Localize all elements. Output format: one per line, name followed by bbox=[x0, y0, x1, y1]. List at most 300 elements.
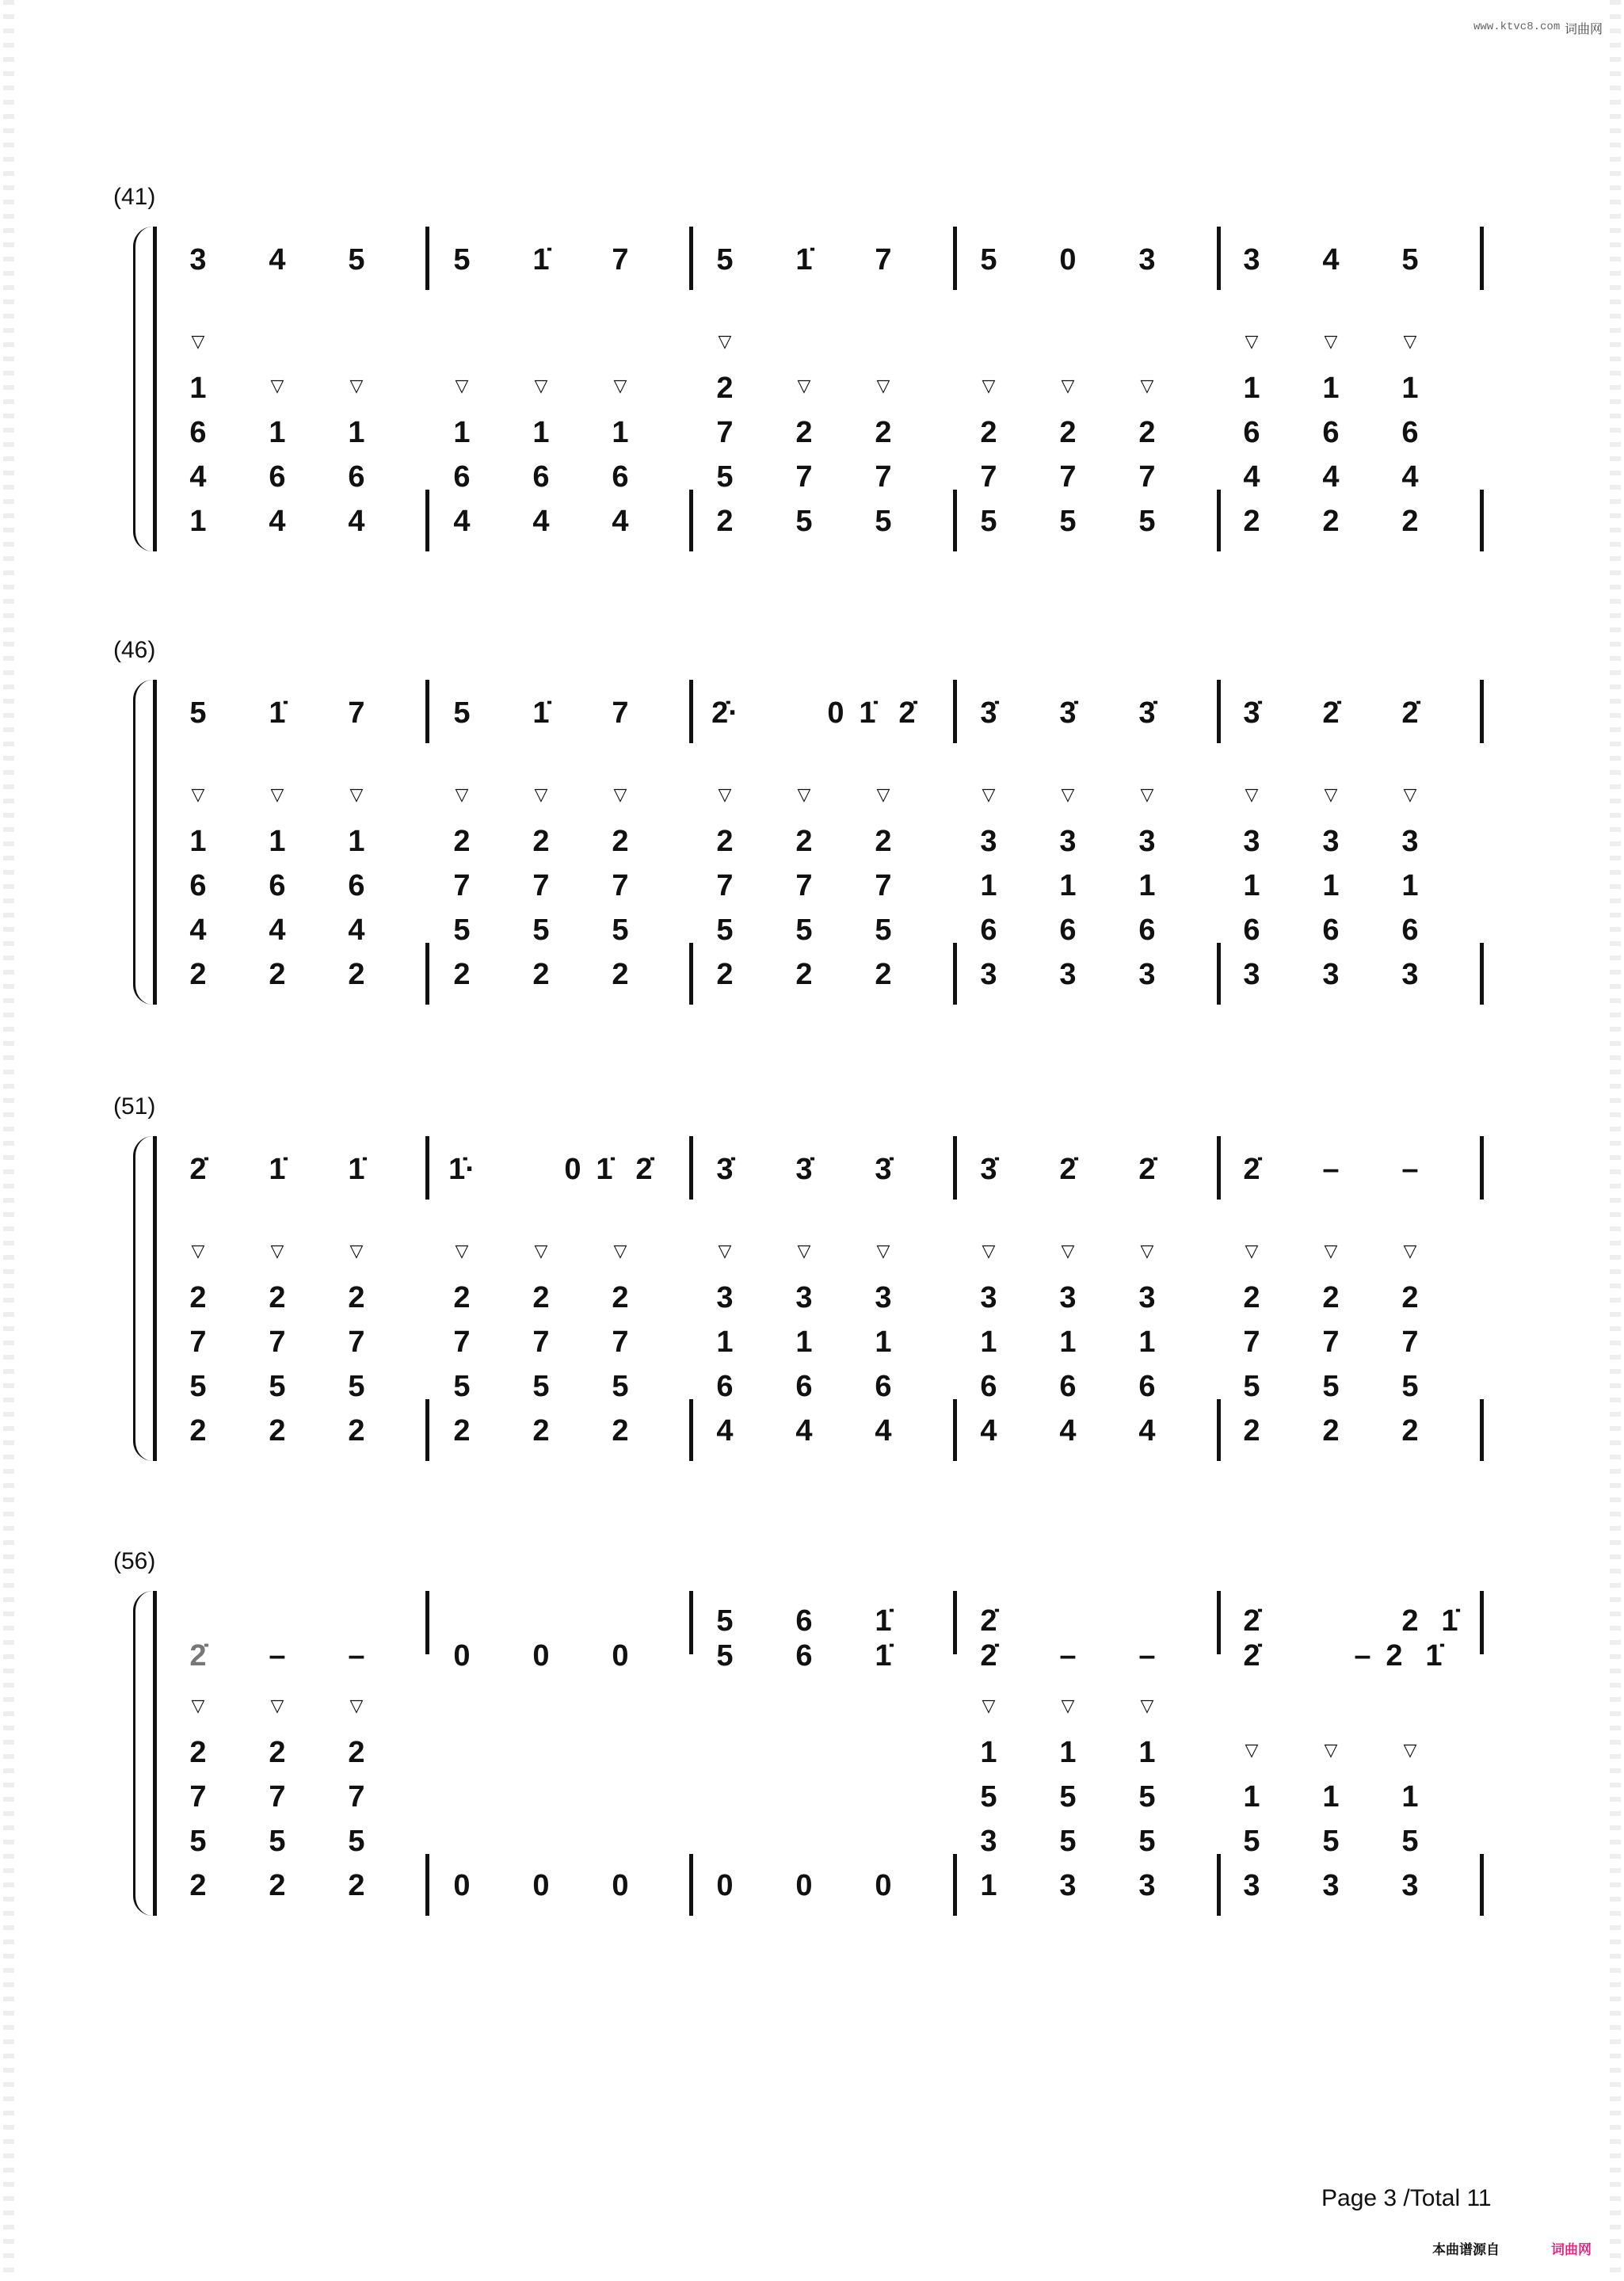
melody-note: 6 bbox=[795, 1639, 813, 1673]
bass-barline bbox=[689, 1854, 693, 1916]
chord-note: 7 bbox=[348, 1780, 365, 1814]
accent-mark: ▽ bbox=[191, 331, 205, 351]
chord-note: 7 bbox=[612, 1325, 629, 1359]
melody-note: 4 bbox=[269, 243, 286, 277]
chord-note: 6 bbox=[980, 914, 997, 947]
chord-note: 7 bbox=[875, 460, 892, 494]
bass-barline bbox=[689, 1399, 693, 1461]
chord-note: 5 bbox=[1401, 1370, 1419, 1403]
melody-note: – bbox=[1354, 1639, 1371, 1673]
melody-note: 5 bbox=[453, 243, 471, 277]
bass-barline bbox=[953, 1399, 957, 1461]
melody-barline bbox=[953, 1136, 957, 1200]
chord-note: 1 bbox=[1243, 869, 1260, 902]
chord-note: 2 bbox=[716, 505, 734, 538]
melody-note: – bbox=[269, 1639, 286, 1673]
bass-rest: 0 bbox=[716, 1869, 734, 1902]
chord-note: 2 bbox=[269, 1414, 286, 1448]
accent-mark: ▽ bbox=[982, 1241, 996, 1261]
chord-note: 1 bbox=[1401, 1780, 1419, 1814]
chord-note: 7 bbox=[269, 1325, 286, 1359]
accent-mark: ▽ bbox=[1140, 1695, 1154, 1715]
chord-note: 1 bbox=[269, 825, 286, 858]
melody-upper-note: 5 bbox=[716, 1604, 734, 1638]
melody-barline bbox=[953, 227, 957, 290]
chord-note: 2 bbox=[269, 1281, 286, 1314]
chord-note: 4 bbox=[1243, 460, 1260, 494]
chord-note: 5 bbox=[532, 1370, 550, 1403]
chord-note: 5 bbox=[269, 1825, 286, 1858]
melody-note: 3 bbox=[1138, 243, 1156, 277]
accent-mark: ▽ bbox=[1245, 331, 1259, 351]
chord-note: 4 bbox=[795, 1414, 813, 1448]
melody-note: – bbox=[1059, 1639, 1077, 1673]
chord-note: 2 bbox=[1401, 1414, 1419, 1448]
melody-note: 2̇ bbox=[1059, 1153, 1077, 1186]
chord-note: 7 bbox=[795, 869, 813, 902]
melody-note: 0 bbox=[1059, 243, 1077, 277]
chord-note: 5 bbox=[189, 1370, 207, 1403]
chord-note: 5 bbox=[612, 1370, 629, 1403]
bass-barline bbox=[953, 1854, 957, 1916]
bass-barline bbox=[153, 490, 157, 551]
chord-note: 2 bbox=[189, 1414, 207, 1448]
chord-note: 5 bbox=[269, 1370, 286, 1403]
chord-note: 1 bbox=[189, 505, 207, 538]
chord-note: 5 bbox=[875, 505, 892, 538]
chord-note: 5 bbox=[348, 1825, 365, 1858]
melody-note: 5 bbox=[348, 243, 365, 277]
chord-note: 2 bbox=[453, 1281, 471, 1314]
accent-mark: ▽ bbox=[1403, 331, 1417, 351]
accent-mark: ▽ bbox=[876, 784, 890, 804]
chord-note: 6 bbox=[795, 1370, 813, 1403]
chord-note: 1 bbox=[980, 869, 997, 902]
chord-note: 2 bbox=[189, 1281, 207, 1314]
chord-note: 6 bbox=[532, 460, 550, 494]
melody-note: 2̇ bbox=[1243, 1153, 1260, 1186]
accent-mark: ▽ bbox=[876, 1241, 890, 1261]
melody-note: 2̇ bbox=[980, 1639, 997, 1673]
chord-note: 6 bbox=[269, 869, 286, 902]
chord-note: 1 bbox=[269, 416, 286, 449]
chord-note: 6 bbox=[1059, 1370, 1077, 1403]
chord-note: 5 bbox=[532, 914, 550, 947]
chord-note: 2 bbox=[269, 1869, 286, 1902]
bass-barline bbox=[953, 490, 957, 551]
chord-note: 1 bbox=[980, 1325, 997, 1359]
chord-note: 6 bbox=[348, 869, 365, 902]
accent-mark: ▽ bbox=[982, 784, 996, 804]
accent-mark: ▽ bbox=[455, 1241, 469, 1261]
chord-note: 2 bbox=[612, 1414, 629, 1448]
accent-mark: ▽ bbox=[1061, 1695, 1075, 1715]
melody-note: 1̇ bbox=[269, 696, 286, 730]
chord-note: 6 bbox=[1401, 914, 1419, 947]
chord-note: 3 bbox=[980, 958, 997, 991]
chord-note: 2 bbox=[269, 958, 286, 991]
chord-note: 3 bbox=[1059, 958, 1077, 991]
accent-mark: ▽ bbox=[797, 784, 811, 804]
accent-mark: ▽ bbox=[349, 1241, 364, 1261]
chord-note: 2 bbox=[532, 825, 550, 858]
chord-note: 1 bbox=[1059, 1325, 1077, 1359]
melody-note: 5 bbox=[189, 696, 207, 730]
chord-note: 3 bbox=[1322, 958, 1340, 991]
header-site: www.ktvc8.com bbox=[1473, 21, 1561, 33]
chord-note: 2 bbox=[269, 1736, 286, 1769]
accent-mark: ▽ bbox=[1403, 784, 1417, 804]
accent-mark: ▽ bbox=[455, 376, 469, 395]
source-brand: 词曲网 bbox=[1551, 2242, 1592, 2257]
chord-note: 3 bbox=[1138, 958, 1156, 991]
accent-mark: ▽ bbox=[1061, 784, 1075, 804]
chord-note: 2 bbox=[453, 958, 471, 991]
bass-rest: 0 bbox=[453, 1869, 471, 1902]
melody-note: 2̇ bbox=[898, 696, 916, 730]
melody-note: 0 bbox=[827, 696, 844, 730]
chord-note: 3 bbox=[1322, 1869, 1340, 1902]
chord-note: 1 bbox=[1322, 372, 1340, 405]
chord-note: 3 bbox=[1138, 825, 1156, 858]
melody-upper-note: 6 bbox=[795, 1604, 813, 1638]
chord-note: 5 bbox=[612, 914, 629, 947]
chord-note: 5 bbox=[980, 1780, 997, 1814]
accent-mark: ▽ bbox=[718, 331, 732, 351]
melody-note: 3̇ bbox=[1138, 696, 1156, 730]
chord-note: 3 bbox=[980, 1825, 997, 1858]
chord-note: 3 bbox=[1401, 825, 1419, 858]
chord-note: 2 bbox=[1401, 505, 1419, 538]
bass-barline bbox=[153, 943, 157, 1005]
bass-rest: 0 bbox=[795, 1869, 813, 1902]
chord-note: 6 bbox=[453, 460, 471, 494]
chord-note: 2 bbox=[348, 1736, 365, 1769]
accent-mark: ▽ bbox=[270, 376, 284, 395]
melody-note: 0 bbox=[532, 1639, 550, 1673]
melody-note: 2 bbox=[1386, 1639, 1403, 1673]
chord-note: 4 bbox=[348, 914, 365, 947]
chord-note: 4 bbox=[1059, 1414, 1077, 1448]
melody-note: 1̇ bbox=[348, 1153, 365, 1186]
chord-note: 6 bbox=[348, 460, 365, 494]
chord-note: 3 bbox=[1401, 1869, 1419, 1902]
chord-note: 7 bbox=[1322, 1325, 1340, 1359]
chord-note: 2 bbox=[348, 1414, 365, 1448]
page-number: Page 3 /Total 11 bbox=[1321, 2185, 1492, 2211]
melody-note: 0 bbox=[612, 1639, 629, 1673]
melody-upper-note: 2 bbox=[1401, 1604, 1419, 1638]
chord-note: 2 bbox=[453, 825, 471, 858]
melody-note: 5 bbox=[980, 243, 997, 277]
chord-note: 7 bbox=[453, 869, 471, 902]
accent-mark: ▽ bbox=[982, 1695, 996, 1715]
chord-note: 4 bbox=[189, 914, 207, 947]
accent-mark: ▽ bbox=[982, 376, 996, 395]
chord-note: 6 bbox=[716, 1370, 734, 1403]
chord-note: 6 bbox=[1243, 914, 1260, 947]
measure-number: (41) bbox=[113, 184, 156, 210]
melody-note: 3̇ bbox=[980, 1153, 997, 1186]
accent-mark: ▽ bbox=[1140, 784, 1154, 804]
chord-note: 5 bbox=[1059, 1825, 1077, 1858]
chord-note: 7 bbox=[189, 1780, 207, 1814]
source-label: 本曲谱源自 bbox=[1432, 2242, 1500, 2257]
chord-note: 2 bbox=[795, 958, 813, 991]
chord-note: 3 bbox=[1138, 1869, 1156, 1902]
accent-mark: ▽ bbox=[534, 1241, 548, 1261]
melody-upper-note: 1̇ bbox=[1441, 1604, 1458, 1638]
melody-note: 1̇ bbox=[1425, 1639, 1443, 1673]
chord-note: 1 bbox=[875, 1325, 892, 1359]
chord-note: 1 bbox=[795, 1325, 813, 1359]
bass-barline bbox=[425, 1854, 429, 1916]
melody-note: 1̇ bbox=[596, 1153, 613, 1186]
bass-rest: 0 bbox=[532, 1869, 550, 1902]
chord-note: 2 bbox=[1401, 1281, 1419, 1314]
chord-note: 4 bbox=[1401, 460, 1419, 494]
chord-note: 5 bbox=[980, 505, 997, 538]
melody-note: 3̇ bbox=[875, 1153, 892, 1186]
accent-mark: ▽ bbox=[1061, 1241, 1075, 1261]
melody-note: 7 bbox=[612, 696, 629, 730]
chord-note: 7 bbox=[795, 460, 813, 494]
chord-note: 5 bbox=[453, 914, 471, 947]
chord-note: 5 bbox=[1243, 1825, 1260, 1858]
accent-mark: ▽ bbox=[1245, 1241, 1259, 1261]
chord-note: 2 bbox=[189, 958, 207, 991]
melody-note: 2̇ bbox=[189, 1639, 207, 1673]
chord-note: 4 bbox=[189, 460, 207, 494]
melody-note: 2̇ bbox=[1322, 696, 1340, 730]
chord-note: 2 bbox=[532, 1414, 550, 1448]
chord-note: 2 bbox=[980, 416, 997, 449]
chord-note: 5 bbox=[716, 914, 734, 947]
chord-note: 2 bbox=[532, 958, 550, 991]
chord-note: 1 bbox=[980, 1869, 997, 1902]
accent-mark: ▽ bbox=[534, 784, 548, 804]
chord-note: 2 bbox=[612, 825, 629, 858]
melody-upper-note: 2̇ bbox=[1243, 1604, 1260, 1638]
chord-note: 2 bbox=[189, 1869, 207, 1902]
chord-note: 2 bbox=[1243, 1281, 1260, 1314]
bass-barline bbox=[689, 943, 693, 1005]
accent-mark: ▽ bbox=[1324, 331, 1338, 351]
chord-note: 7 bbox=[1059, 460, 1077, 494]
accent-mark: ▽ bbox=[270, 784, 284, 804]
chord-note: 3 bbox=[1243, 825, 1260, 858]
chord-note: 3 bbox=[875, 1281, 892, 1314]
chord-note: 4 bbox=[1322, 460, 1340, 494]
bass-barline bbox=[1480, 490, 1484, 551]
melody-note: – bbox=[1138, 1639, 1156, 1673]
chord-note: 5 bbox=[875, 914, 892, 947]
melody-note: 2̇ bbox=[635, 1153, 653, 1186]
chord-note: 3 bbox=[1059, 1869, 1077, 1902]
chord-note: 2 bbox=[189, 1736, 207, 1769]
accent-mark: ▽ bbox=[349, 376, 364, 395]
bass-barline bbox=[1480, 1854, 1484, 1916]
accent-mark: ▽ bbox=[797, 1241, 811, 1261]
system-brace bbox=[133, 1591, 153, 1916]
melody-barline bbox=[425, 1136, 429, 1200]
melody-barline bbox=[425, 1591, 429, 1654]
chord-note: 1 bbox=[189, 372, 207, 405]
chord-note: 1 bbox=[1243, 372, 1260, 405]
chord-note: 1 bbox=[1322, 1780, 1340, 1814]
chord-note: 7 bbox=[1138, 460, 1156, 494]
measure-number: (51) bbox=[113, 1093, 156, 1120]
accent-mark: ▽ bbox=[1324, 1241, 1338, 1261]
chord-note: 4 bbox=[1138, 1414, 1156, 1448]
melody-note: 3 bbox=[189, 243, 207, 277]
chord-note: 5 bbox=[1243, 1370, 1260, 1403]
chord-note: 3 bbox=[1401, 958, 1419, 991]
chord-note: 1 bbox=[1059, 869, 1077, 902]
melody-note: 5 bbox=[1401, 243, 1419, 277]
chord-note: 4 bbox=[612, 505, 629, 538]
accent-mark: ▽ bbox=[191, 1241, 205, 1261]
melody-note: 1̇ bbox=[532, 696, 550, 730]
chord-note: 7 bbox=[1401, 1325, 1419, 1359]
accent-mark: ▽ bbox=[270, 1695, 284, 1715]
chord-note: 7 bbox=[980, 460, 997, 494]
chord-note: 7 bbox=[189, 1325, 207, 1359]
chord-note: 5 bbox=[1059, 505, 1077, 538]
accent-mark: ▽ bbox=[613, 376, 627, 395]
chord-note: 2 bbox=[612, 1281, 629, 1314]
bass-barline bbox=[1217, 490, 1221, 551]
chord-note: 3 bbox=[1059, 1281, 1077, 1314]
chord-note: 6 bbox=[269, 460, 286, 494]
accent-mark: ▽ bbox=[876, 376, 890, 395]
chord-note: 2 bbox=[716, 372, 734, 405]
melody-note: 0 bbox=[564, 1153, 581, 1186]
melody-barline bbox=[953, 680, 957, 743]
bass-barline bbox=[1217, 1854, 1221, 1916]
melody-note: 3̇ bbox=[980, 696, 997, 730]
bass-barline bbox=[1480, 943, 1484, 1005]
chord-note: 5 bbox=[453, 1370, 471, 1403]
accent-mark: ▽ bbox=[191, 1695, 205, 1715]
system-brace bbox=[133, 1136, 153, 1461]
melody-note: 7 bbox=[612, 243, 629, 277]
bass-barline bbox=[425, 1399, 429, 1461]
melody-note: 1̇ bbox=[875, 1639, 892, 1673]
chord-note: 7 bbox=[532, 1325, 550, 1359]
chord-note: 5 bbox=[1322, 1370, 1340, 1403]
melody-barline bbox=[689, 1136, 693, 1200]
chord-note: 6 bbox=[612, 460, 629, 494]
chord-note: 1 bbox=[348, 416, 365, 449]
chord-note: 1 bbox=[348, 825, 365, 858]
chord-note: 4 bbox=[269, 505, 286, 538]
measure-number: (56) bbox=[113, 1548, 156, 1574]
chord-note: 5 bbox=[348, 1370, 365, 1403]
chord-note: 4 bbox=[875, 1414, 892, 1448]
chord-note: 7 bbox=[348, 1325, 365, 1359]
chord-note: 3 bbox=[1059, 825, 1077, 858]
chord-note: 5 bbox=[795, 505, 813, 538]
melody-barline bbox=[1217, 1591, 1221, 1654]
melody-note: 5 bbox=[453, 696, 471, 730]
melody-barline bbox=[1217, 680, 1221, 743]
melody-barline bbox=[689, 227, 693, 290]
melody-note: 2̇ bbox=[1243, 1639, 1260, 1673]
chord-note: 2 bbox=[875, 416, 892, 449]
chord-note: 4 bbox=[348, 505, 365, 538]
melody-note: 1̇ bbox=[269, 1153, 286, 1186]
melody-note: 2̇ bbox=[1138, 1153, 1156, 1186]
chord-note: 1 bbox=[716, 1325, 734, 1359]
chord-note: 6 bbox=[1138, 914, 1156, 947]
chord-note: 2 bbox=[716, 958, 734, 991]
chord-note: 7 bbox=[532, 869, 550, 902]
chord-note: 7 bbox=[1243, 1325, 1260, 1359]
melody-barline bbox=[1480, 1136, 1484, 1200]
accent-mark: ▽ bbox=[1061, 376, 1075, 395]
melody-barline bbox=[689, 680, 693, 743]
left-edge-watermark bbox=[3, 0, 14, 2281]
accent-mark: ▽ bbox=[1403, 1241, 1417, 1261]
melody-barline bbox=[689, 1591, 693, 1654]
chord-note: 5 bbox=[1322, 1825, 1340, 1858]
bass-rest: 0 bbox=[612, 1869, 629, 1902]
chord-note: 2 bbox=[716, 825, 734, 858]
melody-upper-note: 1̇ bbox=[875, 1604, 892, 1638]
accent-mark: ▽ bbox=[270, 1241, 284, 1261]
chord-note: 7 bbox=[875, 869, 892, 902]
chord-note: 1 bbox=[1322, 869, 1340, 902]
chord-note: 2 bbox=[875, 958, 892, 991]
system-brace bbox=[133, 680, 153, 1005]
chord-note: 2 bbox=[795, 825, 813, 858]
accent-mark: ▽ bbox=[718, 784, 732, 804]
chord-note: 1 bbox=[1059, 1736, 1077, 1769]
bass-barline bbox=[153, 1399, 157, 1461]
chord-note: 5 bbox=[189, 1825, 207, 1858]
bass-barline bbox=[425, 943, 429, 1005]
melody-note: 7 bbox=[875, 243, 892, 277]
melody-barline bbox=[1480, 1591, 1484, 1654]
chord-note: 6 bbox=[1243, 416, 1260, 449]
measure-number: (46) bbox=[113, 637, 156, 663]
right-edge-watermark bbox=[1610, 0, 1621, 2281]
melody-note: 1̇· bbox=[448, 1153, 475, 1186]
chord-note: 4 bbox=[532, 505, 550, 538]
accent-mark: ▽ bbox=[1403, 1740, 1417, 1760]
chord-note: 2 bbox=[1322, 1281, 1340, 1314]
chord-note: 5 bbox=[716, 460, 734, 494]
chord-note: 1 bbox=[1401, 869, 1419, 902]
melody-barline bbox=[1217, 227, 1221, 290]
melody-note: 1̇ bbox=[859, 696, 876, 730]
chord-note: 7 bbox=[453, 1325, 471, 1359]
bass-barline bbox=[1217, 1399, 1221, 1461]
chord-note: 4 bbox=[269, 914, 286, 947]
melody-barline bbox=[425, 227, 429, 290]
melody-upper-note: 2̇ bbox=[980, 1604, 997, 1638]
melody-note: 2̇· bbox=[711, 696, 738, 730]
chord-note: 6 bbox=[1059, 914, 1077, 947]
melody-note: – bbox=[348, 1639, 365, 1673]
melody-note: 3̇ bbox=[795, 1153, 813, 1186]
chord-note: 3 bbox=[1243, 958, 1260, 991]
header-brand: 词曲网 bbox=[1565, 23, 1603, 36]
melody-note: – bbox=[1401, 1153, 1419, 1186]
melody-note: 7 bbox=[348, 696, 365, 730]
accent-mark: ▽ bbox=[349, 784, 364, 804]
